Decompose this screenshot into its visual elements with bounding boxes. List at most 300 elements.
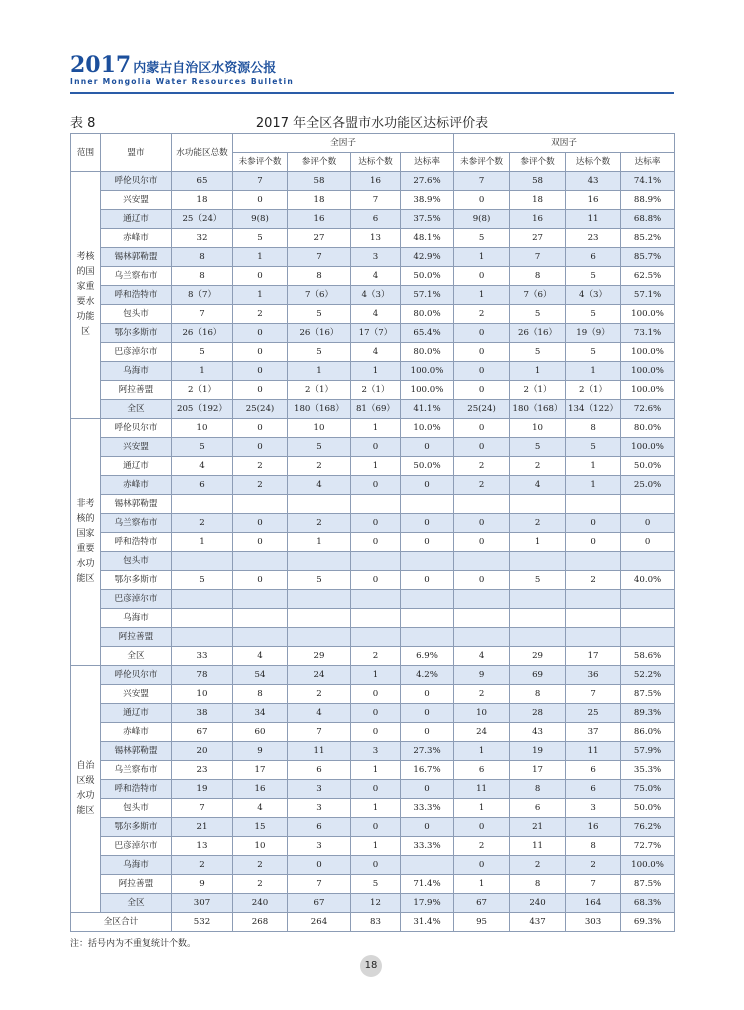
table-cell: 10.0% xyxy=(401,419,454,438)
table-cell xyxy=(454,609,510,628)
table-row xyxy=(71,362,675,381)
table-cell: 0 xyxy=(454,343,510,362)
table-cell: 0 xyxy=(454,571,510,590)
table-cell: 8 xyxy=(566,419,621,438)
table-row xyxy=(71,723,675,742)
region-name: 全区 xyxy=(101,400,172,419)
table-row xyxy=(71,647,675,666)
table-cell: 0 xyxy=(454,514,510,533)
table-cell: 7 xyxy=(172,305,233,324)
grand-total-cell: 437 xyxy=(510,913,566,932)
region-name: 呼和浩特市 xyxy=(101,533,172,552)
table-row xyxy=(71,210,675,229)
table-cell: 37.5% xyxy=(401,210,454,229)
table-cell: 11 xyxy=(566,210,621,229)
table-cell xyxy=(566,552,621,571)
table-cell: 68.8% xyxy=(621,210,675,229)
table-row xyxy=(71,457,675,476)
grand-total-cell: 268 xyxy=(233,913,288,932)
table-cell: 0 xyxy=(454,533,510,552)
table-cell: 32 xyxy=(172,229,233,248)
table-cell: 0 xyxy=(401,476,454,495)
table-row xyxy=(71,343,675,362)
table-cell: 0 xyxy=(401,704,454,723)
table-cell: 2 xyxy=(288,685,351,704)
table-cell: 0 xyxy=(288,856,351,875)
table-cell xyxy=(510,609,566,628)
table-row xyxy=(71,685,675,704)
table-cell: 43 xyxy=(566,172,621,191)
table-cell: 0 xyxy=(233,343,288,362)
col-city: 盟市 xyxy=(101,134,172,172)
region-name: 呼伦贝尔市 xyxy=(101,172,172,191)
grand-total-cell: 264 xyxy=(288,913,351,932)
bulletin-header xyxy=(70,52,674,86)
page-number: 18 xyxy=(360,955,382,977)
table-cell: 33 xyxy=(172,647,233,666)
table-cell: 8 xyxy=(510,780,566,799)
table-cell: 0 xyxy=(454,438,510,457)
table-cell: 7 xyxy=(288,248,351,267)
table-cell: 0 xyxy=(401,514,454,533)
table-cell: 0 xyxy=(454,381,510,400)
table-cell: 6 xyxy=(172,476,233,495)
table-cell: 2 xyxy=(172,514,233,533)
table-cell xyxy=(510,552,566,571)
table-cell: 72.6% xyxy=(621,400,675,419)
table-cell: 0 xyxy=(351,533,401,552)
table-cell: 2 xyxy=(288,457,351,476)
table-cell: 24 xyxy=(454,723,510,742)
table-cell: 16 xyxy=(351,172,401,191)
table-cell: 29 xyxy=(288,647,351,666)
region-name: 赤峰市 xyxy=(101,476,172,495)
table-cell: 5 xyxy=(172,571,233,590)
table-cell: 2（1） xyxy=(172,381,233,400)
table-cell: 205（192） xyxy=(172,400,233,419)
region-name: 全区 xyxy=(101,647,172,666)
table-cell: 4 xyxy=(288,704,351,723)
region-name: 阿拉善盟 xyxy=(101,381,172,400)
table-cell: 1 xyxy=(233,286,288,305)
region-name: 赤峰市 xyxy=(101,723,172,742)
region-name: 兴安盟 xyxy=(101,191,172,210)
table-cell: 0 xyxy=(351,438,401,457)
table-cell: 2 xyxy=(454,457,510,476)
table-number: 表 8 xyxy=(70,116,96,131)
table-cell: 76.2% xyxy=(621,818,675,837)
table-cell: 1 xyxy=(233,248,288,267)
table-cell: 8 xyxy=(172,248,233,267)
table-cell: 16 xyxy=(510,210,566,229)
region-name: 兴安盟 xyxy=(101,685,172,704)
col-scope: 范围 xyxy=(71,134,101,172)
table-cell: 0 xyxy=(566,533,621,552)
table-cell: 25(24) xyxy=(454,400,510,419)
table-cell: 11 xyxy=(566,742,621,761)
table-cell xyxy=(172,552,233,571)
table-cell: 16 xyxy=(233,780,288,799)
table-cell: 2 xyxy=(454,305,510,324)
table-cell: 7 xyxy=(566,875,621,894)
table-cell: 68.3% xyxy=(621,894,675,913)
table-cell: 0 xyxy=(351,571,401,590)
table-cell: 5 xyxy=(566,267,621,286)
region-name: 全区 xyxy=(101,894,172,913)
table-cell: 4 xyxy=(233,799,288,818)
table-cell: 6 xyxy=(566,761,621,780)
table-cell: 12 xyxy=(351,894,401,913)
table-row xyxy=(71,248,675,267)
table-cell: 180（168） xyxy=(510,400,566,419)
table-cell: 11 xyxy=(454,780,510,799)
table-cell: 5 xyxy=(510,343,566,362)
table-cell: 27 xyxy=(510,229,566,248)
table-cell: 27.3% xyxy=(401,742,454,761)
table-cell: 2 xyxy=(351,647,401,666)
table-cell: 86.0% xyxy=(621,723,675,742)
table-cell: 81（69） xyxy=(351,400,401,419)
table-cell: 13 xyxy=(351,229,401,248)
table-cell: 65.4% xyxy=(401,324,454,343)
region-name: 巴彦淖尔市 xyxy=(101,837,172,856)
table-cell: 8 xyxy=(510,875,566,894)
table-cell: 2 xyxy=(233,305,288,324)
table-cell: 17 xyxy=(566,647,621,666)
table-cell: 0 xyxy=(351,780,401,799)
table-cell: 24 xyxy=(288,666,351,685)
region-name: 乌海市 xyxy=(101,609,172,628)
table-cell: 16 xyxy=(566,818,621,837)
table-cell: 4 xyxy=(510,476,566,495)
table-cell: 67 xyxy=(288,894,351,913)
table-cell: 4（3） xyxy=(351,286,401,305)
table-cell xyxy=(351,590,401,609)
evaluation-table xyxy=(70,133,675,932)
table-cell: 5 xyxy=(172,438,233,457)
table-cell xyxy=(454,495,510,514)
table-cell: 1 xyxy=(566,362,621,381)
table-cell: 5 xyxy=(566,305,621,324)
table-cell: 2（1） xyxy=(351,381,401,400)
table-cell: 25(24) xyxy=(233,400,288,419)
table-cell: 1 xyxy=(454,248,510,267)
table-cell: 18 xyxy=(510,191,566,210)
table-cell: 1 xyxy=(510,362,566,381)
table-cell: 4.2% xyxy=(401,666,454,685)
table-cell: 87.5% xyxy=(621,685,675,704)
table-cell xyxy=(454,590,510,609)
table-cell: 9(8) xyxy=(454,210,510,229)
table-cell xyxy=(621,628,675,647)
brand-title-en: Inner Mongolia Water Resources Bulletin xyxy=(70,77,295,86)
table-cell: 5 xyxy=(510,571,566,590)
table-cell: 7 xyxy=(172,799,233,818)
group-label: 非考核的国家重要水功能区 xyxy=(71,419,101,666)
region-name: 锡林郭勒盟 xyxy=(101,248,172,267)
table-cell: 10 xyxy=(233,837,288,856)
table-cell: 8 xyxy=(172,267,233,286)
table-cell xyxy=(621,495,675,514)
table-cell: 80.0% xyxy=(621,419,675,438)
table-row xyxy=(71,856,675,875)
table-cell: 48.1% xyxy=(401,229,454,248)
table-cell: 0 xyxy=(351,818,401,837)
table-cell: 0 xyxy=(351,704,401,723)
table-cell: 26（16） xyxy=(510,324,566,343)
grand-total-cell: 83 xyxy=(351,913,401,932)
col-dual-compliant: 达标个数 xyxy=(566,153,621,172)
region-name: 呼和浩特市 xyxy=(101,286,172,305)
col-all-rate: 达标率 xyxy=(401,153,454,172)
table-cell: 69 xyxy=(510,666,566,685)
table-row xyxy=(71,381,675,400)
table-cell: 4 xyxy=(351,343,401,362)
table-cell: 0 xyxy=(233,324,288,343)
region-name: 呼伦贝尔市 xyxy=(101,419,172,438)
table-cell: 2 xyxy=(288,514,351,533)
table-cell: 6 xyxy=(351,210,401,229)
table-container xyxy=(70,133,674,932)
grand-total-row xyxy=(71,913,675,932)
table-cell: 100.0% xyxy=(621,381,675,400)
grand-total-cell: 95 xyxy=(454,913,510,932)
table-cell: 2 xyxy=(454,837,510,856)
table-cell xyxy=(233,590,288,609)
table-cell: 13 xyxy=(172,837,233,856)
table-cell: 57.9% xyxy=(621,742,675,761)
table-cell xyxy=(288,628,351,647)
region-name: 巴彦淖尔市 xyxy=(101,343,172,362)
table-cell: 1 xyxy=(454,286,510,305)
table-cell: 78 xyxy=(172,666,233,685)
table-cell: 10 xyxy=(510,419,566,438)
table-cell: 0 xyxy=(454,419,510,438)
table-row xyxy=(71,875,675,894)
table-cell: 0 xyxy=(401,571,454,590)
table-cell: 4 xyxy=(454,647,510,666)
table-cell: 5 xyxy=(288,305,351,324)
table-cell: 17 xyxy=(233,761,288,780)
table-cell: 58 xyxy=(288,172,351,191)
table-cell: 0 xyxy=(351,685,401,704)
table-cell: 33.3% xyxy=(401,799,454,818)
table-row xyxy=(71,837,675,856)
table-cell: 36 xyxy=(566,666,621,685)
region-name: 锡林郭勒盟 xyxy=(101,742,172,761)
table-cell: 164 xyxy=(566,894,621,913)
table-cell: 0 xyxy=(401,723,454,742)
table-cell: 54 xyxy=(233,666,288,685)
table-cell: 2 xyxy=(233,476,288,495)
table-cell xyxy=(621,590,675,609)
table-cell: 1 xyxy=(510,533,566,552)
table-row xyxy=(71,609,675,628)
table-cell: 0 xyxy=(454,362,510,381)
table-cell: 100.0% xyxy=(621,856,675,875)
table-cell: 50.0% xyxy=(401,457,454,476)
grand-total-label: 全区合计 xyxy=(71,913,172,932)
table-cell: 1 xyxy=(566,457,621,476)
table-cell: 9 xyxy=(172,875,233,894)
table-row xyxy=(71,438,675,457)
table-cell: 0 xyxy=(351,723,401,742)
table-cell xyxy=(288,495,351,514)
col-all-compliant: 达标个数 xyxy=(351,153,401,172)
region-name: 阿拉善盟 xyxy=(101,875,172,894)
col-all-evaluated: 参评个数 xyxy=(288,153,351,172)
table-cell: 85.2% xyxy=(621,229,675,248)
region-name: 呼和浩特市 xyxy=(101,780,172,799)
table-cell: 0 xyxy=(401,438,454,457)
region-name: 包头市 xyxy=(101,305,172,324)
table-cell: 19 xyxy=(510,742,566,761)
table-cell: 29 xyxy=(510,647,566,666)
table-cell xyxy=(172,628,233,647)
table-cell: 2 xyxy=(172,856,233,875)
table-cell xyxy=(566,628,621,647)
table-cell: 43 xyxy=(510,723,566,742)
table-cell: 1 xyxy=(454,875,510,894)
table-row xyxy=(71,799,675,818)
table-cell: 38.9% xyxy=(401,191,454,210)
table-cell: 7 xyxy=(288,875,351,894)
table-cell: 6 xyxy=(566,780,621,799)
table-cell xyxy=(401,590,454,609)
table-cell: 62.5% xyxy=(621,267,675,286)
table-cell: 21 xyxy=(510,818,566,837)
table-cell: 100.0% xyxy=(621,305,675,324)
table-cell: 0 xyxy=(233,381,288,400)
table-cell: 67 xyxy=(454,894,510,913)
table-cell: 17（7） xyxy=(351,324,401,343)
table-cell: 4 xyxy=(351,267,401,286)
table-row xyxy=(71,571,675,590)
table-cell xyxy=(510,495,566,514)
table-cell: 25.0% xyxy=(621,476,675,495)
header-divider xyxy=(70,92,674,94)
col-dual-factor: 双因子 xyxy=(454,134,675,153)
col-dual-not-evaluated: 未参评个数 xyxy=(454,153,510,172)
table-cell: 10 xyxy=(172,685,233,704)
table-cell: 35.3% xyxy=(621,761,675,780)
table-note: 注：括号内为不重复统计个数。 xyxy=(70,939,197,949)
table-cell: 3 xyxy=(351,742,401,761)
table-cell xyxy=(621,609,675,628)
region-name: 乌兰察布市 xyxy=(101,514,172,533)
table-head xyxy=(71,134,675,172)
table-cell: 2 xyxy=(454,685,510,704)
table-cell: 0 xyxy=(454,324,510,343)
col-total: 水功能区总数 xyxy=(172,134,233,172)
table-cell: 74.1% xyxy=(621,172,675,191)
table-cell: 2 xyxy=(233,856,288,875)
table-cell: 10 xyxy=(172,419,233,438)
table-cell: 0 xyxy=(401,818,454,837)
table-cell: 1 xyxy=(351,362,401,381)
table-cell: 41.1% xyxy=(401,400,454,419)
table-cell: 58.6% xyxy=(621,647,675,666)
table-cell: 3 xyxy=(288,799,351,818)
table-cell: 85.7% xyxy=(621,248,675,267)
table-cell xyxy=(454,628,510,647)
table-cell: 6 xyxy=(288,818,351,837)
table-cell: 2 xyxy=(233,457,288,476)
table-cell: 307 xyxy=(172,894,233,913)
table-cell xyxy=(233,552,288,571)
table-row xyxy=(71,590,675,609)
table-cell: 60 xyxy=(233,723,288,742)
grand-total-cell: 532 xyxy=(172,913,233,932)
table-cell xyxy=(401,856,454,875)
table-row xyxy=(71,780,675,799)
table-cell: 0 xyxy=(351,476,401,495)
table-cell: 0 xyxy=(401,685,454,704)
table-cell: 5 xyxy=(288,438,351,457)
table-cell xyxy=(510,628,566,647)
table-row xyxy=(71,324,675,343)
table-cell: 5 xyxy=(566,343,621,362)
table-cell: 5 xyxy=(454,229,510,248)
table-cell: 5 xyxy=(510,438,566,457)
region-name: 鄂尔多斯市 xyxy=(101,571,172,590)
table-cell: 6 xyxy=(566,248,621,267)
table-cell: 73.1% xyxy=(621,324,675,343)
table-cell: 8 xyxy=(566,837,621,856)
table-cell: 20 xyxy=(172,742,233,761)
table-cell: 2 xyxy=(510,856,566,875)
table-cell xyxy=(288,590,351,609)
table-cell: 4 xyxy=(288,476,351,495)
table-cell: 40.0% xyxy=(621,571,675,590)
table-cell: 65 xyxy=(172,172,233,191)
table-row xyxy=(71,172,675,191)
table-cell: 2（1） xyxy=(288,381,351,400)
table-row xyxy=(71,533,675,552)
table-cell: 1 xyxy=(566,476,621,495)
table-cell: 0 xyxy=(454,856,510,875)
region-name: 乌海市 xyxy=(101,856,172,875)
table-cell: 2 xyxy=(510,457,566,476)
region-name: 兴安盟 xyxy=(101,438,172,457)
table-cell: 34 xyxy=(233,704,288,723)
table-cell xyxy=(233,609,288,628)
table-cell: 10 xyxy=(288,419,351,438)
table-cell: 1 xyxy=(351,457,401,476)
col-all-factor: 全因子 xyxy=(233,134,454,153)
table-cell: 0 xyxy=(351,514,401,533)
table-cell: 5 xyxy=(566,438,621,457)
table-cell: 6 xyxy=(288,761,351,780)
table-row xyxy=(71,514,675,533)
brand-year: 2017 xyxy=(70,52,132,78)
table-cell: 7 xyxy=(233,172,288,191)
table-cell: 21 xyxy=(172,818,233,837)
table-row xyxy=(71,267,675,286)
table-cell: 4（3） xyxy=(566,286,621,305)
table-cell: 4 xyxy=(233,647,288,666)
table-cell: 1 xyxy=(351,419,401,438)
group-label: 自治区级水功能区 xyxy=(71,666,101,913)
table-cell: 0 xyxy=(351,856,401,875)
table-cell: 8（7） xyxy=(172,286,233,305)
table-cell: 0 xyxy=(233,571,288,590)
table-cell: 1 xyxy=(288,362,351,381)
table-cell: 19（9） xyxy=(566,324,621,343)
table-cell: 27 xyxy=(288,229,351,248)
table-cell: 5 xyxy=(351,875,401,894)
brand-row xyxy=(70,52,674,78)
